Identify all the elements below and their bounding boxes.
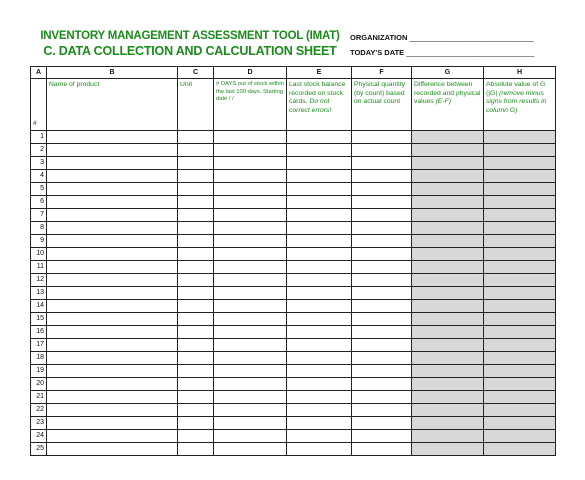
row-number: 23 [31,417,47,430]
product-name-cell[interactable] [47,404,178,417]
product-name-cell[interactable] [47,391,178,404]
product-name-cell[interactable] [47,196,178,209]
product-name-cell[interactable] [47,209,178,222]
physical-quantity-cell[interactable] [352,365,412,378]
difference-cell[interactable] [412,287,484,300]
absolute-value-cell[interactable] [484,196,556,209]
difference-cell[interactable] [412,235,484,248]
unit-cell[interactable] [178,352,214,365]
unit-cell[interactable] [178,443,214,456]
row-number: 25 [31,443,47,456]
stock-balance-cell[interactable] [287,352,352,365]
product-name-cell[interactable] [47,183,178,196]
organization-label: ORGANIZATION [350,33,408,42]
product-name-cell[interactable] [47,417,178,430]
physical-quantity-cell[interactable] [352,209,412,222]
days-out-of-stock-cell[interactable] [214,248,287,261]
days-out-of-stock-cell[interactable] [214,313,287,326]
row-number: 2 [31,144,47,157]
days-out-of-stock-cell[interactable] [214,261,287,274]
difference-cell[interactable] [412,248,484,261]
absolute-value-cell[interactable] [484,300,556,313]
table-row [31,326,556,339]
table-row [31,261,556,274]
organization-field[interactable] [350,33,533,42]
header-difference [412,79,484,131]
absolute-value-cell[interactable] [484,430,556,443]
difference-cell[interactable] [412,222,484,235]
table-row [31,443,556,456]
row-number: 22 [31,404,47,417]
stock-balance-cell[interactable] [287,248,352,261]
header-absolute-value-main: Absolute value of G (|G| [486,81,546,97]
row-number: 6 [31,196,47,209]
header-difference-note: (E-F) [435,98,452,105]
unit-cell[interactable] [178,157,214,170]
stock-balance-cell[interactable] [287,144,352,157]
table-row [31,170,556,183]
row-number: 15 [31,313,47,326]
unit-cell[interactable] [178,196,214,209]
header-unit: Unit [178,79,214,131]
unit-cell[interactable] [178,339,214,352]
absolute-value-cell[interactable] [484,391,556,404]
table-row [31,235,556,248]
difference-cell[interactable] [412,326,484,339]
unit-cell[interactable] [178,248,214,261]
physical-quantity-cell[interactable] [352,352,412,365]
unit-cell[interactable] [178,326,214,339]
column-letter-b: B [47,67,178,79]
row-number: 1 [31,131,47,144]
physical-quantity-cell[interactable] [352,183,412,196]
physical-quantity-cell[interactable] [352,222,412,235]
difference-cell[interactable] [412,417,484,430]
difference-cell[interactable] [412,274,484,287]
absolute-value-cell[interactable] [484,261,556,274]
table-row [31,209,556,222]
physical-quantity-cell[interactable] [352,391,412,404]
days-out-of-stock-cell[interactable] [214,417,287,430]
days-out-of-stock-cell[interactable] [214,222,287,235]
difference-cell[interactable] [412,365,484,378]
unit-cell[interactable] [178,274,214,287]
days-out-of-stock-cell[interactable] [214,157,287,170]
row-number: 3 [31,157,47,170]
table-row [31,430,556,443]
date-label: TODAY'S DATE [350,48,405,57]
absolute-value-cell[interactable] [484,287,556,300]
column-letter-h: H [484,67,556,79]
table-row [31,365,556,378]
product-name-cell[interactable] [47,287,178,300]
days-out-of-stock-cell[interactable] [214,365,287,378]
physical-quantity-cell[interactable] [352,248,412,261]
absolute-value-cell[interactable] [484,339,556,352]
difference-cell[interactable] [412,131,484,144]
table-row [31,287,556,300]
unit-cell[interactable] [178,209,214,222]
unit-cell[interactable] [178,313,214,326]
physical-quantity-cell[interactable] [352,196,412,209]
column-letter-a: A [31,67,47,79]
stock-balance-cell[interactable] [287,443,352,456]
stock-balance-cell[interactable] [287,300,352,313]
row-number: 24 [31,430,47,443]
stock-balance-cell[interactable] [287,404,352,417]
table-row [31,300,556,313]
absolute-value-cell[interactable] [484,365,556,378]
product-name-cell[interactable] [47,222,178,235]
row-number: 11 [31,261,47,274]
header-number: # [31,79,47,131]
absolute-value-cell[interactable] [484,274,556,287]
difference-cell[interactable] [412,378,484,391]
title-line-2: C. DATA COLLECTION AND CALCULATION SHEET [43,44,337,58]
row-number: 18 [31,352,47,365]
stock-balance-cell[interactable] [287,170,352,183]
row-number: 20 [31,378,47,391]
product-name-cell[interactable] [47,157,178,170]
unit-cell[interactable] [178,417,214,430]
physical-quantity-cell[interactable] [352,144,412,157]
physical-quantity-cell[interactable] [352,274,412,287]
days-out-of-stock-cell[interactable] [214,131,287,144]
product-name-cell[interactable] [47,144,178,157]
unit-cell[interactable] [178,365,214,378]
difference-cell[interactable] [412,183,484,196]
stock-balance-cell[interactable] [287,157,352,170]
product-name-cell[interactable] [47,170,178,183]
absolute-value-cell[interactable] [484,144,556,157]
physical-quantity-cell[interactable] [352,170,412,183]
days-out-of-stock-cell[interactable] [214,391,287,404]
difference-cell[interactable] [412,391,484,404]
unit-cell[interactable] [178,131,214,144]
absolute-value-cell[interactable] [484,209,556,222]
product-name-cell[interactable] [47,274,178,287]
difference-cell[interactable] [412,339,484,352]
days-out-of-stock-cell[interactable] [214,378,287,391]
absolute-value-cell[interactable] [484,417,556,430]
absolute-value-cell[interactable] [484,404,556,417]
product-name-cell[interactable] [47,300,178,313]
column-letter-e: E [287,67,352,79]
stock-balance-cell[interactable] [287,365,352,378]
difference-cell[interactable] [412,313,484,326]
header-product-name: Name of product [47,79,178,131]
product-name-cell[interactable] [47,131,178,144]
physical-quantity-cell[interactable] [352,430,412,443]
table-row [31,248,556,261]
product-name-cell[interactable] [47,261,178,274]
row-number: 7 [31,209,47,222]
row-number: 8 [31,222,47,235]
difference-cell[interactable] [412,144,484,157]
physical-quantity-cell[interactable] [352,131,412,144]
stock-balance-cell[interactable] [287,209,352,222]
days-out-of-stock-cell[interactable] [214,326,287,339]
column-letter-g: G [412,67,484,79]
difference-cell[interactable] [412,430,484,443]
difference-cell[interactable] [412,157,484,170]
unit-cell[interactable] [178,261,214,274]
stock-balance-cell[interactable] [287,378,352,391]
stock-balance-cell[interactable] [287,196,352,209]
product-name-cell[interactable] [47,430,178,443]
days-out-of-stock-cell[interactable] [214,183,287,196]
physical-quantity-cell[interactable] [352,443,412,456]
physical-quantity-cell[interactable] [352,261,412,274]
header-last-stock-balance-note: Do not correct errors! [289,98,332,114]
unit-cell[interactable] [178,404,214,417]
absolute-value-cell[interactable] [484,170,556,183]
stock-balance-cell[interactable] [287,235,352,248]
physical-quantity-cell[interactable] [352,313,412,326]
unit-cell[interactable] [178,300,214,313]
table-row [31,131,556,144]
absolute-value-cell[interactable] [484,157,556,170]
product-name-cell[interactable] [47,248,178,261]
difference-cell[interactable] [412,443,484,456]
stock-balance-cell[interactable] [287,339,352,352]
row-number: 10 [31,248,47,261]
stock-balance-cell[interactable] [287,430,352,443]
absolute-value-cell[interactable] [484,248,556,261]
days-out-of-stock-cell[interactable] [214,443,287,456]
product-name-cell[interactable] [47,326,178,339]
days-out-of-stock-cell[interactable] [214,404,287,417]
column-letter-c: C [178,67,214,79]
table-row [31,378,556,391]
table-row [31,144,556,157]
difference-cell[interactable] [412,352,484,365]
stock-balance-cell[interactable] [287,326,352,339]
product-name-cell[interactable] [47,235,178,248]
organization-line: ________________________________ [409,33,534,42]
product-name-cell[interactable] [47,313,178,326]
column-letter-d: D [214,67,287,79]
physical-quantity-cell[interactable] [352,378,412,391]
physical-quantity-cell[interactable] [352,287,412,300]
stock-balance-cell[interactable] [287,287,352,300]
stock-balance-cell[interactable] [287,274,352,287]
physical-quantity-cell[interactable] [352,157,412,170]
absolute-value-cell[interactable] [484,443,556,456]
absolute-value-cell[interactable] [484,222,556,235]
unit-cell[interactable] [178,430,214,443]
product-name-cell[interactable] [47,365,178,378]
header-row [31,79,556,131]
unit-cell[interactable] [178,391,214,404]
difference-cell[interactable] [412,196,484,209]
stock-balance-cell[interactable] [287,391,352,404]
physical-quantity-cell[interactable] [352,339,412,352]
data-collection-table [30,66,556,456]
row-number: 5 [31,183,47,196]
absolute-value-cell[interactable] [484,313,556,326]
days-out-of-stock-cell[interactable] [214,170,287,183]
days-out-of-stock-cell[interactable] [214,300,287,313]
row-number: 21 [31,391,47,404]
days-out-of-stock-cell[interactable] [214,209,287,222]
row-number: 9 [31,235,47,248]
days-out-of-stock-cell[interactable] [214,430,287,443]
stock-balance-cell[interactable] [287,417,352,430]
physical-quantity-cell[interactable] [352,326,412,339]
difference-cell[interactable] [412,300,484,313]
days-out-of-stock-cell[interactable] [214,235,287,248]
absolute-value-cell[interactable] [484,378,556,391]
row-number: 4 [31,170,47,183]
physical-quantity-cell[interactable] [352,235,412,248]
table-row [31,157,556,170]
table-row [31,313,556,326]
header-physical-quantity: Physical quantity (by count) based on actual count [352,79,412,131]
days-out-of-stock-cell[interactable] [214,339,287,352]
stock-balance-cell[interactable] [287,313,352,326]
difference-cell[interactable] [412,261,484,274]
unit-cell[interactable] [178,170,214,183]
date-line: _________________________________ [406,48,534,57]
days-out-of-stock-cell[interactable] [214,352,287,365]
row-number: 17 [31,339,47,352]
table-row [31,404,556,417]
table-row [31,352,556,365]
header-difference-main: Difference between recorded and physical values [414,81,481,105]
stock-balance-cell[interactable] [287,261,352,274]
difference-cell[interactable] [412,404,484,417]
stock-balance-cell[interactable] [287,131,352,144]
header-absolute-value-note: (remove minus signs from results in column G) [486,89,547,114]
unit-cell[interactable] [178,144,214,157]
row-number: 12 [31,274,47,287]
row-number: 19 [31,365,47,378]
absolute-value-cell[interactable] [484,352,556,365]
physical-quantity-cell[interactable] [352,300,412,313]
days-out-of-stock-cell[interactable] [214,287,287,300]
product-name-cell[interactable] [47,339,178,352]
stock-balance-cell[interactable] [287,183,352,196]
product-name-cell[interactable] [47,352,178,365]
table-row [31,274,556,287]
absolute-value-cell[interactable] [484,235,556,248]
physical-quantity-cell[interactable] [352,417,412,430]
product-name-cell[interactable] [47,443,178,456]
difference-cell[interactable] [412,209,484,222]
unit-cell[interactable] [178,378,214,391]
unit-cell[interactable] [178,183,214,196]
table-row [31,391,556,404]
physical-quantity-cell[interactable] [352,404,412,417]
column-letter-f: F [352,67,412,79]
header-absolute-value [484,79,556,131]
row-number: 13 [31,287,47,300]
absolute-value-cell[interactable] [484,326,556,339]
stock-balance-cell[interactable] [287,222,352,235]
absolute-value-cell[interactable] [484,183,556,196]
header-last-stock-balance-main: Last stock balance recorded on stock cards. [289,81,346,105]
table-row [31,339,556,352]
absolute-value-cell[interactable] [484,131,556,144]
days-out-of-stock-cell[interactable] [214,274,287,287]
table-row [31,222,556,235]
days-out-of-stock-cell[interactable] [214,144,287,157]
difference-cell[interactable] [412,170,484,183]
row-number: 14 [31,300,47,313]
header-last-stock-balance [287,79,352,131]
table-row [31,417,556,430]
row-number: 16 [31,326,47,339]
product-name-cell[interactable] [47,378,178,391]
header-days-out-of-stock: # DAYS out of stock within the last 100 days. Starting date / / [214,79,287,131]
table-row [31,196,556,209]
date-field[interactable] [350,48,534,57]
column-letter-row [31,67,556,79]
unit-cell[interactable] [178,222,214,235]
unit-cell[interactable] [178,235,214,248]
table-row [31,183,556,196]
days-out-of-stock-cell[interactable] [214,196,287,209]
unit-cell[interactable] [178,287,214,300]
title-line-1: INVENTORY MANAGEMENT ASSESSMENT TOOL (IMAT) [40,30,340,42]
